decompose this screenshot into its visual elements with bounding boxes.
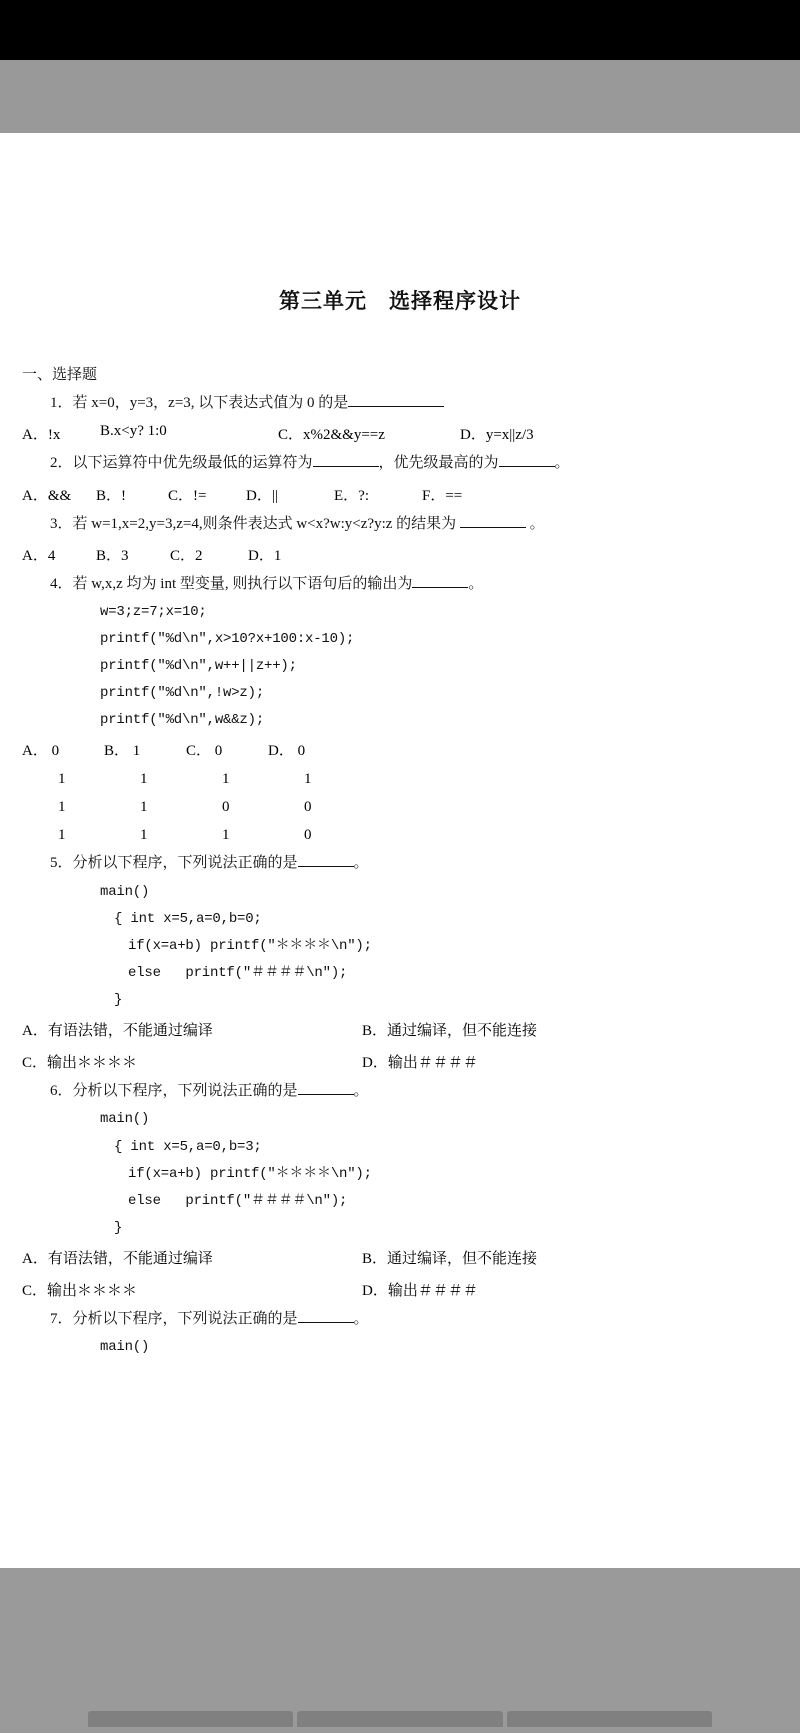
- grid-cell: 1: [58, 771, 66, 788]
- code-line: }: [114, 992, 123, 1009]
- option-b[interactable]: B．通过编译，但不能连接: [362, 1023, 538, 1040]
- option-c[interactable]: C．x%2&&y==z: [278, 427, 385, 444]
- answer-blank: [348, 406, 444, 407]
- option-b[interactable]: B．!: [96, 487, 127, 504]
- option-c[interactable]: C． 0: [186, 743, 223, 760]
- option-a[interactable]: A． 0: [22, 743, 60, 760]
- code-line: else printf("＃＃＃＃\n");: [128, 1192, 348, 1209]
- question-5-stem: [0, 855, 800, 872]
- answer-blank: [298, 866, 354, 867]
- question-7-stem: [0, 1311, 800, 1328]
- code-line: w=3;z=7;x=10;: [100, 604, 207, 620]
- question-2-options: [0, 484, 800, 505]
- question-4-answer-grid-row: [0, 827, 800, 844]
- question-6-text: 分析以下程序，下列说法正确的是: [72, 1083, 298, 1100]
- option-a[interactable]: A．&&: [22, 487, 72, 504]
- grid-cell: 0: [222, 799, 230, 816]
- status-bar: [0, 0, 800, 60]
- option-c[interactable]: C．2: [170, 547, 203, 564]
- option-b[interactable]: B．通过编译，但不能连接: [362, 1250, 538, 1267]
- option-c[interactable]: C．!=: [168, 487, 207, 504]
- question-2-text-b: ，优先级最高的为: [378, 455, 499, 472]
- question-1-number: 1．: [50, 395, 73, 411]
- option-b[interactable]: B． 1: [104, 743, 141, 760]
- question-3-options: [0, 544, 800, 565]
- grid-cell: 1: [140, 771, 148, 788]
- bottom-button-2[interactable]: [297, 1711, 502, 1727]
- code-line: main(): [100, 883, 150, 900]
- grid-cell: 0: [304, 799, 312, 816]
- option-b[interactable]: B．3: [96, 547, 129, 564]
- option-a[interactable]: A．有语法错，不能通过编译: [22, 1250, 213, 1267]
- browser-chrome-band: [0, 60, 800, 133]
- code-line: else printf("＃＃＃＃\n");: [128, 965, 348, 981]
- question-6-number: 6．: [50, 1083, 73, 1100]
- question-2-text-a: 以下运算符中优先级最低的运算符为: [72, 455, 313, 472]
- option-a[interactable]: A．有语法错，不能通过编译: [22, 1023, 213, 1040]
- code-line: printf("%d\n",x>10?x+100:x-10);: [100, 631, 355, 648]
- question-3-text-after: 。: [525, 515, 545, 532]
- question-5-number: 5．: [50, 855, 73, 872]
- question-3-number: 3．: [50, 515, 73, 532]
- question-6-text-after: 。: [353, 1083, 369, 1100]
- question-2-stem: [0, 455, 800, 472]
- option-d[interactable]: D．1: [248, 547, 282, 564]
- question-7-number: 7．: [50, 1310, 73, 1327]
- grid-cell: 1: [222, 771, 230, 788]
- grid-cell: 1: [140, 827, 148, 844]
- option-c[interactable]: C．输出＊＊＊＊: [22, 1055, 138, 1072]
- section-heading: 一、选择题: [22, 367, 98, 383]
- option-a[interactable]: A．!x: [22, 427, 61, 444]
- question-4-answer-grid-row: [0, 771, 800, 788]
- option-e[interactable]: E．?:: [334, 487, 369, 504]
- option-f[interactable]: F．==: [422, 487, 463, 504]
- grid-cell: 1: [140, 799, 148, 816]
- question-5-text: 分析以下程序，下列说法正确的是: [72, 855, 298, 872]
- answer-blank: [313, 466, 379, 467]
- answer-blank: [298, 1094, 354, 1095]
- question-2-number: 2．: [50, 455, 73, 472]
- question-5-text-after: 。: [353, 855, 369, 872]
- code-line: if(x=a+b) printf("＊＊＊＊\n");: [128, 1165, 372, 1182]
- answer-blank: [460, 527, 526, 528]
- grid-cell: 1: [58, 827, 66, 844]
- code-line: if(x=a+b) printf("＊＊＊＊\n");: [128, 937, 372, 954]
- code-line: { int x=5,a=0,b=3;: [114, 1138, 262, 1155]
- question-4-answer-grid-row: [0, 799, 800, 816]
- question-1-stem: [0, 395, 800, 412]
- code-line: printf("%d\n",w++||z++);: [100, 658, 297, 675]
- option-d[interactable]: D．输出＃＃＃＃: [362, 1282, 478, 1299]
- option-a[interactable]: A．4: [22, 547, 56, 564]
- bottom-toolbar-band: [0, 1568, 800, 1733]
- option-c[interactable]: C．输出＊＊＊＊: [22, 1282, 138, 1299]
- question-7-text: 分析以下程序，下列说法正确的是: [72, 1310, 298, 1327]
- question-7-text-after: 。: [353, 1310, 369, 1327]
- question-5-options-row: [0, 1051, 800, 1072]
- code-line: { int x=5,a=0,b=0;: [114, 910, 262, 927]
- answer-blank: [412, 587, 468, 588]
- document-page: [0, 133, 800, 1568]
- code-line: main(): [100, 1339, 150, 1356]
- question-6-options-row: [0, 1279, 800, 1300]
- question-2-text-c: 。: [554, 455, 570, 472]
- option-d[interactable]: D．y=x||z/3: [460, 427, 534, 444]
- option-b[interactable]: B.x<y? 1:0: [100, 423, 167, 440]
- grid-cell: 1: [222, 827, 230, 844]
- page-title: 第三单元 选择程序设计: [279, 289, 521, 313]
- code-line: main(): [100, 1111, 150, 1128]
- code-line: printf("%d\n",w&&z);: [100, 712, 265, 729]
- question-4-text: 若 w,x,z 均为 int 型变量, 则执行以下语句后的输出为: [72, 575, 413, 592]
- question-4-text-after: 。: [468, 575, 484, 592]
- question-4-answer-grid-header: [0, 739, 800, 760]
- answer-blank: [298, 1322, 354, 1323]
- bottom-button-3[interactable]: [507, 1711, 712, 1727]
- question-3-text: 若 w=1,x=2,y=3,z=4,则条件表达式 w<x?w:y<z?y:z 的结果为: [72, 515, 460, 532]
- grid-cell: 1: [58, 799, 66, 816]
- question-1-options: [0, 423, 800, 444]
- question-6-stem: [0, 1083, 800, 1100]
- question-6-options-row: [0, 1247, 800, 1268]
- grid-cell: 0: [304, 827, 312, 844]
- question-4-stem: [0, 576, 800, 593]
- code-line: }: [114, 1219, 123, 1236]
- question-3-stem: [0, 516, 800, 533]
- grid-cell: 1: [304, 771, 312, 788]
- code-line: printf("%d\n",!w>z);: [100, 685, 265, 702]
- answer-blank: [499, 466, 555, 467]
- question-1-text: 若 x=0，y=3，z=3, 以下表达式值为 0 的是: [72, 395, 349, 411]
- question-4-number: 4．: [50, 575, 73, 592]
- bottom-button-strip: [0, 1711, 800, 1733]
- option-d[interactable]: D．输出＃＃＃＃: [362, 1055, 478, 1072]
- option-d[interactable]: D． 0: [268, 743, 306, 760]
- question-5-options-row: [0, 1019, 800, 1040]
- bottom-button-1[interactable]: [88, 1711, 293, 1727]
- option-d[interactable]: D．||: [246, 487, 278, 504]
